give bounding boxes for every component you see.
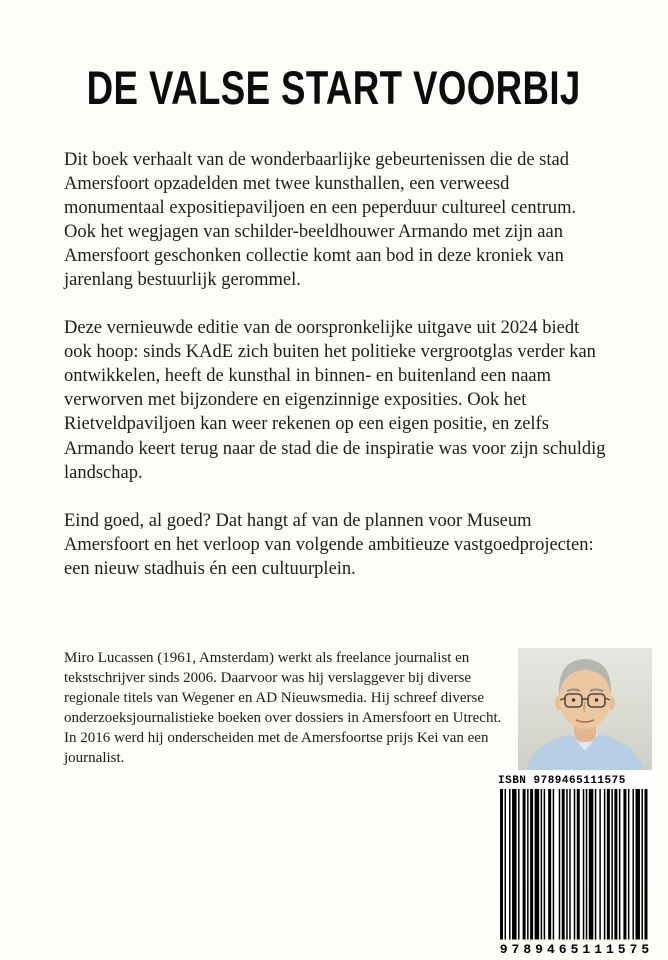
isbn-barcode xyxy=(494,772,655,957)
synopsis xyxy=(64,148,610,605)
isbn-label: ISBN 9789465111575 xyxy=(498,775,626,787)
synopsis-paragraph-1: Dit boek verhaalt van de wonderbaarlijke gebeurtenissen die de stad Amersfoort opzadelden met twee kunsthallen, een verweesd monumentaal expositiepaviljoen en een peperduur cultureel centrum. Ook het wegjagen van schilder-beeldhouwer Armando met zijn aan Amersfoort geschonken collectie komt aan bod in deze kroniek van jarenlang bestuurlijk gerommel. xyxy=(64,150,577,291)
author-portrait-illustration xyxy=(518,648,652,770)
barcode-bars-svg xyxy=(500,789,649,940)
author-photo xyxy=(518,648,652,770)
book-title: DE VALSE START VOORBIJ xyxy=(86,61,582,114)
isbn-digits: 9789465111575 xyxy=(499,941,654,957)
title-area xyxy=(0,60,668,115)
author-bio: Miro Lucassen (1961, Amsterdam) werkt als freelance journalist en tekstschrijver sinds 2006. Daarvoor was hij verslaggever bij diverse regionale titels van Wegener en AD Nieuwsmedia. Hij schreef diverse onderzoeksjournalistieke boeken over dossiers in Amersfoort en Utrecht. In 2016 werd hij onderscheiden met de Amersfoortse prijs Kei van een journalist. xyxy=(64,650,502,766)
synopsis-paragraph-3: Eind goed, al goed? Dat hangt af van de plannen voor Museum Amersfoort en het verloop van volgende ambitieuze vastgoedprojecten: een nieuw stadhuis én een cultuurplein. xyxy=(64,510,594,579)
barcode-bars xyxy=(500,789,649,940)
synopsis-paragraph-2: Deze vernieuwde editie van de oorspronkelijke uitgave uit 2024 biedt ook hoop: sinds KAdE zich buiten het politieke vergrootglas verder kan ontwikkelen, heeft de kunsthal in binnen- en buitenland een naam verworven met bijzondere en eigenzinnige exposities. Ook het Rietveldpaviljoen kan weer rekenen op een eigen positie, en zelfs Armando keert terug naar de stad die de inspiratie was voor zijn schuldig landschap. xyxy=(64,318,606,483)
